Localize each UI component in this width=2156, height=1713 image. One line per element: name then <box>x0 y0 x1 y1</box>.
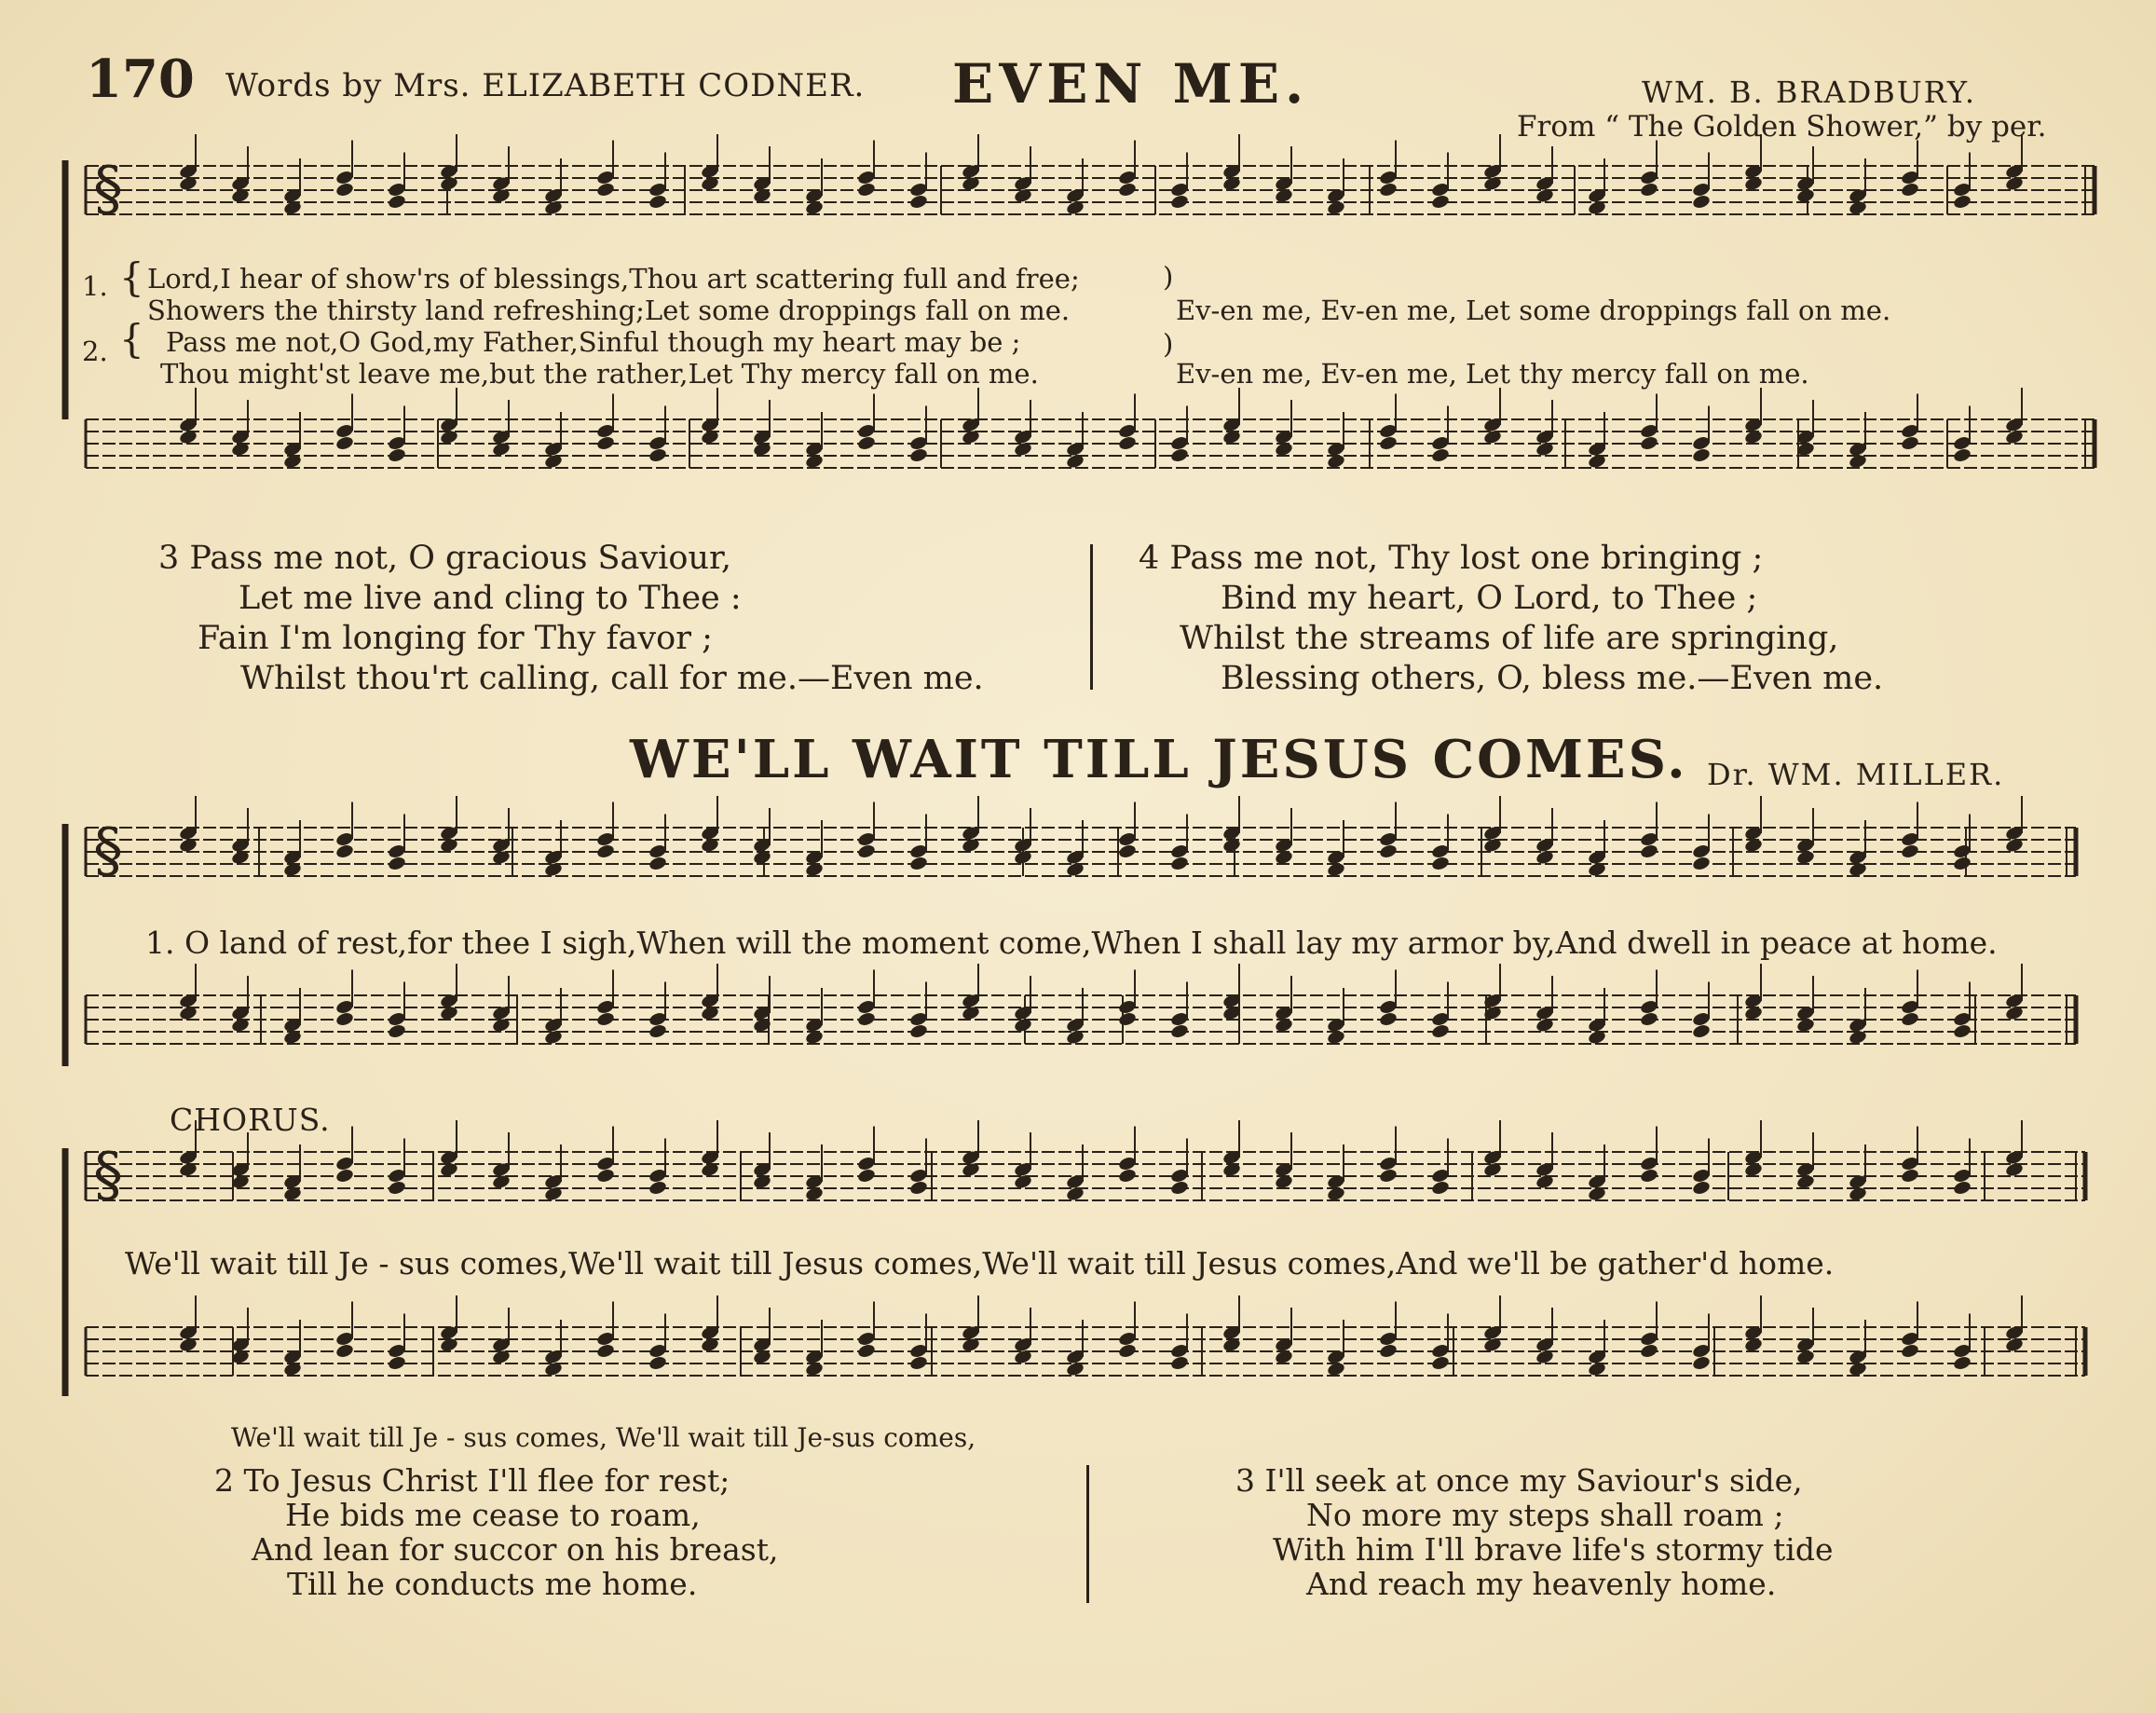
notehead <box>1691 447 1711 463</box>
notehead <box>1378 182 1398 198</box>
notehead <box>387 1355 406 1371</box>
notehead <box>648 1023 667 1039</box>
notehead <box>334 435 354 451</box>
notehead <box>1430 1023 1450 1039</box>
notehead <box>1691 194 1711 210</box>
notehead <box>595 1343 615 1359</box>
notehead <box>1900 182 1919 198</box>
notehead <box>1952 447 1972 463</box>
notehead <box>648 856 667 871</box>
notehead <box>1430 194 1450 210</box>
stanza-4-line-3: Whilst the streams of life are springing, <box>1180 620 1839 657</box>
notehead <box>908 1355 928 1371</box>
notehead <box>387 194 406 210</box>
notehead <box>1900 435 1919 451</box>
notehead <box>1691 1180 1711 1196</box>
composer-credit: WM. B. BRADBURY. <box>1642 75 1976 110</box>
notehead <box>1117 1343 1137 1359</box>
notehead <box>1117 1168 1137 1184</box>
notehead <box>1639 435 1658 451</box>
notehead <box>1378 435 1398 451</box>
notehead <box>334 1168 354 1184</box>
notehead <box>1169 1180 1189 1196</box>
notehead <box>1430 447 1450 463</box>
stanza-4-line-2: Bind my heart, O Lord, to Thee ; <box>1221 580 1758 617</box>
stanza-3-line-4: Whilst thou'rt calling, call for me.—Even me. <box>240 660 984 697</box>
notehead <box>1378 1011 1398 1027</box>
stanza-divider-2 <box>1086 1465 1089 1603</box>
verse-number-2: 2. <box>82 336 108 367</box>
notehead <box>595 435 615 451</box>
notehead <box>334 1011 354 1027</box>
notehead <box>908 856 928 871</box>
notehead <box>1691 856 1711 871</box>
notehead <box>856 1168 876 1184</box>
notehead <box>1691 1355 1711 1371</box>
stanza-3-line-2: Let me live and cling to Thee : <box>239 580 742 617</box>
chorus-label: CHORUS. <box>170 1102 331 1138</box>
stanza-4-line-1: 4 Pass me not, Thy lost one bringing ; <box>1139 540 1764 577</box>
notehead <box>334 1343 354 1359</box>
notehead <box>1900 1011 1919 1027</box>
hymn2-stanza-3-line-1: 3 I'll seek at once my Saviour's side, <box>1235 1462 1803 1499</box>
hymn2-verse1: 1. O land of rest,for thee I sigh,When will the moment come,When I shall lay my armor by,And dwell in peace at home. <box>145 925 1998 961</box>
notehead <box>1117 182 1137 198</box>
notehead <box>856 435 876 451</box>
verse1-line1: Lord,I hear of show'rs of blessings,Thou art scattering full and free; <box>147 263 1080 295</box>
clef-glyph: § <box>93 816 123 885</box>
notehead <box>908 194 928 210</box>
verse-number-1: 1. <box>82 270 108 302</box>
notehead <box>1169 447 1189 463</box>
notehead <box>856 843 876 859</box>
notehead <box>856 1011 876 1027</box>
stanza-3-line-3: Fain I'm longing for Thy favor ; <box>198 620 713 657</box>
notehead <box>595 182 615 198</box>
hymn2-stanza-2-line-3: And lean for succor on his breast, <box>252 1531 779 1568</box>
notehead <box>1952 194 1972 210</box>
notehead <box>1952 1023 1972 1039</box>
notehead <box>648 1355 667 1371</box>
refrain-brace-1: ) <box>1163 261 1174 293</box>
notehead <box>387 447 406 463</box>
brace-verse-1: { <box>119 254 144 300</box>
stanza-3-line-1: 3 Pass me not, O gracious Saviour, <box>158 540 731 577</box>
notehead <box>908 1180 928 1196</box>
hymn2-stanza-3-line-4: And reach my heavenly home. <box>1306 1566 1777 1602</box>
notehead <box>856 182 876 198</box>
notehead <box>1639 843 1658 859</box>
verse1-line2: Showers the thirsty land refreshing;Let some droppings fall on me. <box>147 295 1071 326</box>
notehead <box>1952 1180 1972 1196</box>
verse2-line1: Pass me not,O God,my Father,Sinful though my heart may be ; <box>166 326 1021 358</box>
words-credit: Words by Mrs. ELIZABETH CODNER. <box>225 67 866 104</box>
notehead <box>1117 843 1137 859</box>
notehead <box>908 1023 928 1039</box>
chorus-bass-lyrics: We'll wait till Je - sus comes, We'll wait till Je-sus comes, <box>231 1422 976 1453</box>
notehead <box>648 1180 667 1196</box>
refrain-brace-2: ) <box>1163 328 1174 360</box>
chorus-treble-lyrics: We'll wait till Je - sus comes,We'll wait till Jesus comes,We'll wait till Jesus comes,And we'll be gather'd home. <box>125 1245 1835 1281</box>
brace-verse-2: { <box>119 316 144 362</box>
source-credit: From “ The Golden Shower,” by per. <box>1517 110 2047 144</box>
notehead <box>648 194 667 210</box>
notehead <box>387 1023 406 1039</box>
notehead <box>1169 1355 1189 1371</box>
stanza-divider <box>1090 544 1093 690</box>
notehead <box>334 843 354 859</box>
notehead <box>595 1168 615 1184</box>
notehead <box>1900 1343 1919 1359</box>
notehead <box>1639 1168 1658 1184</box>
hymn-title-even-me: EVEN ME. <box>952 52 1310 116</box>
clef-glyph: § <box>93 155 123 224</box>
hymn2-stanza-2-line-1: 2 To Jesus Christ I'll flee for rest; <box>214 1462 730 1499</box>
composer-credit-2: Dr. WM. MILLER. <box>1707 757 2005 792</box>
notehead <box>1952 1355 1972 1371</box>
notehead <box>1639 1011 1658 1027</box>
verse2-line2: Thou might'st leave me,but the rather,Let Thy mercy fall on me. <box>160 358 1039 390</box>
notehead <box>387 1180 406 1196</box>
notehead <box>595 843 615 859</box>
notehead <box>1639 1343 1658 1359</box>
verse1-refrain: Ev-en me, Ev-en me, Let some droppings fall on me. <box>1176 295 1891 326</box>
notehead <box>1900 1168 1919 1184</box>
notehead <box>1430 1180 1450 1196</box>
notehead <box>1169 1023 1189 1039</box>
notehead <box>1952 856 1972 871</box>
notehead <box>1169 194 1189 210</box>
notehead <box>856 1343 876 1359</box>
notehead <box>908 447 928 463</box>
notehead <box>1117 435 1137 451</box>
clef-glyph: § <box>93 1141 123 1210</box>
verse2-refrain: Ev-en me, Ev-en me, Let thy mercy fall on me. <box>1176 358 1809 390</box>
notehead <box>1378 1168 1398 1184</box>
hymn2-stanza-2-line-2: He bids me cease to roam, <box>285 1497 701 1533</box>
notehead <box>1691 1023 1711 1039</box>
notehead <box>1639 182 1658 198</box>
notehead <box>1430 1355 1450 1371</box>
notehead <box>1378 1343 1398 1359</box>
notehead <box>1900 843 1919 859</box>
notehead <box>334 182 354 198</box>
notehead <box>1117 1011 1137 1027</box>
hymn2-stanza-2-line-4: Till he conducts me home. <box>287 1566 698 1602</box>
hymn-title-well-wait: WE'LL WAIT TILL JESUS COMES. <box>630 729 1688 790</box>
notehead <box>1169 856 1189 871</box>
notehead <box>1378 843 1398 859</box>
notehead <box>387 856 406 871</box>
notehead <box>1430 856 1450 871</box>
hymn2-stanza-3-line-2: No more my steps shall roam ; <box>1306 1497 1784 1533</box>
page-number: 170 <box>86 48 195 110</box>
notehead <box>595 1011 615 1027</box>
notehead <box>648 447 667 463</box>
stanza-4-line-4: Blessing others, O, bless me.—Even me. <box>1221 660 1884 697</box>
hymn2-stanza-3-line-3: With him I'll brave life's stormy tide <box>1273 1531 1834 1568</box>
